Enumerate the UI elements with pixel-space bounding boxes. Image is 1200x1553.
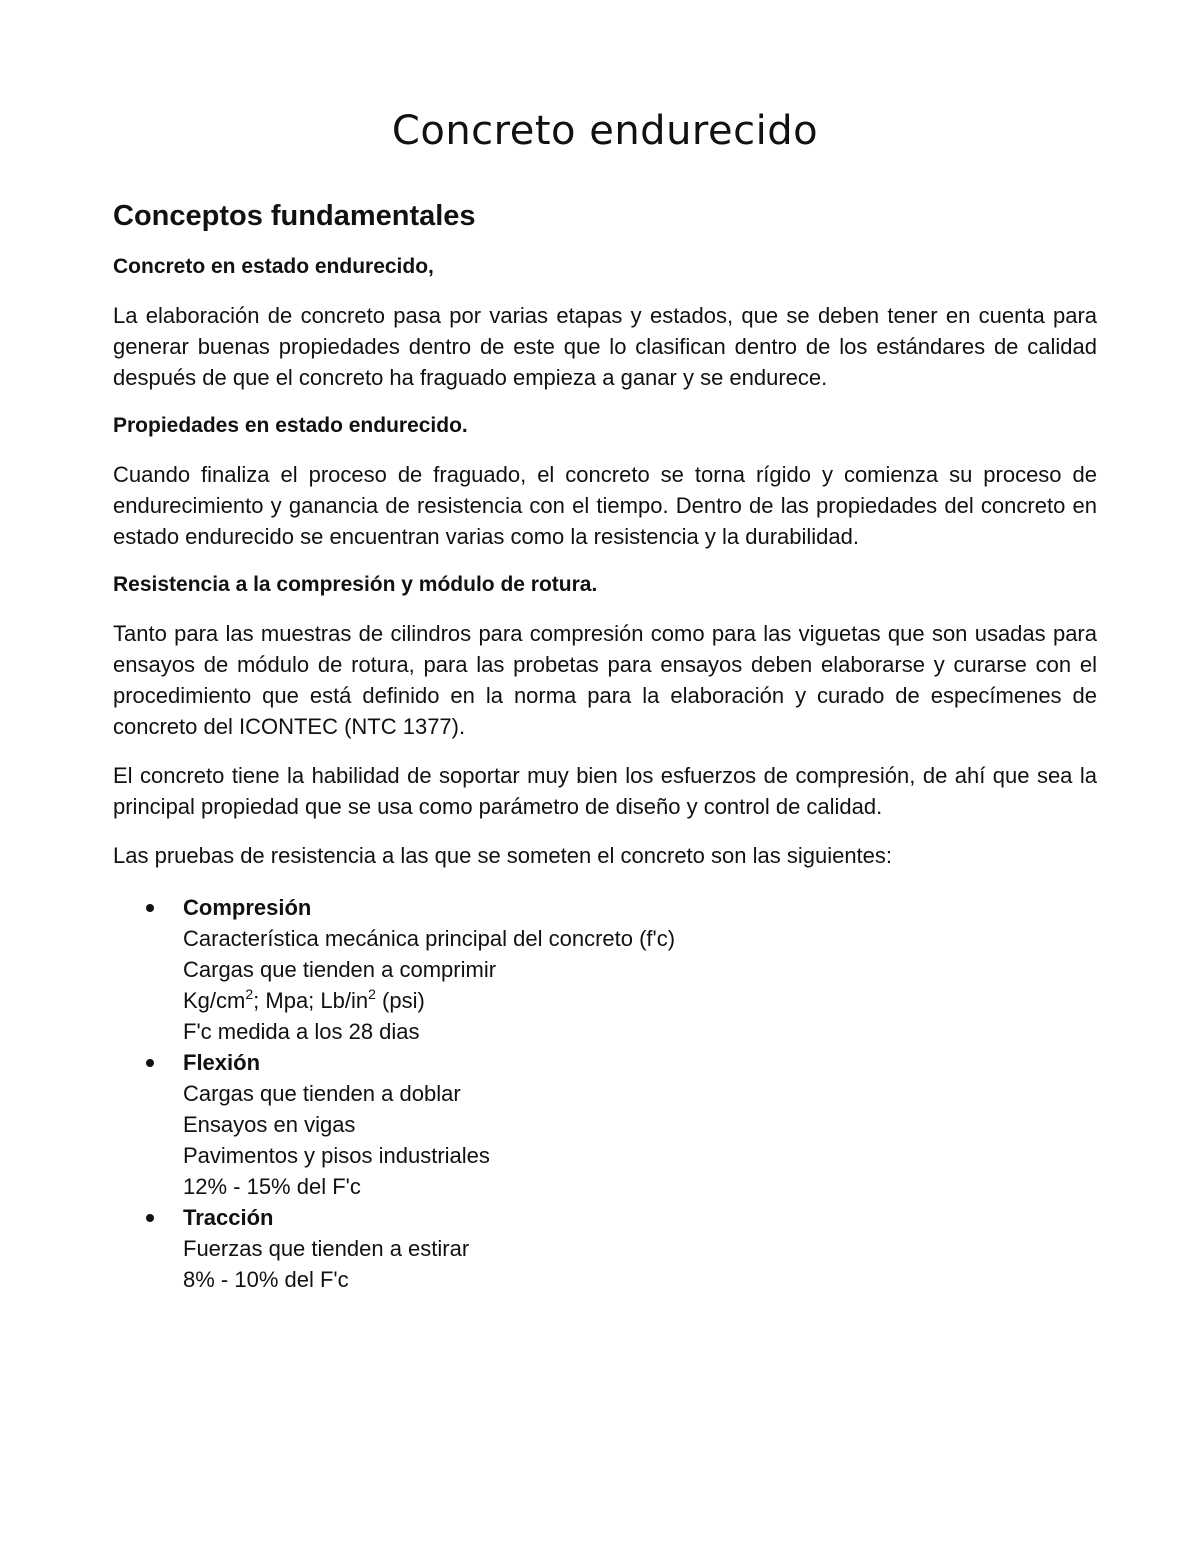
- bullet-icon: [146, 904, 154, 912]
- list-item-line: Característica mecánica principal del concreto (f'c): [183, 926, 676, 951]
- list-item-label: Flexión: [183, 1050, 261, 1075]
- list-item-line: Cargas que tienden a doblar: [183, 1081, 461, 1106]
- units-superscript: 2: [245, 986, 254, 1002]
- section-heading: Conceptos fundamentales: [113, 200, 476, 232]
- list-item-line: Ensayos en vigas: [183, 1112, 356, 1137]
- list-item-line: 8% - 10% del F'c: [183, 1267, 349, 1292]
- list-item-traccion: [113, 1202, 1097, 1295]
- list-item-compresion: [113, 892, 1097, 1047]
- paragraph-pruebas: Las pruebas de resistencia a las que se someten el concreto son las siguientes:: [113, 843, 893, 868]
- list-item-label: Compresión: [183, 895, 312, 920]
- list-item-line: F'c medida a los 28 dias: [183, 1019, 420, 1044]
- units-line: [183, 985, 1097, 1016]
- list-item-line: 12% - 15% del F'c: [183, 1174, 361, 1199]
- document-title: Concreto endurecido: [391, 108, 819, 154]
- paragraph-muestras: Tanto para las muestras de cilindros para compresión como para las viguetas que son usadas para ensayos de módulo de rotura, para las probetas para ensayos deben elaborarse y curarse con el procedimiento que está definido en la norma para la elaboración y curado de especímenes de concreto del ICONTEC (NTC 1377).: [113, 621, 1097, 739]
- units-superscript: 2: [368, 986, 376, 1002]
- list-item-flexion: [113, 1047, 1097, 1202]
- paragraph-compresion: El concreto tiene la habilidad de soportar muy bien los esfuerzos de compresión, de ahí que sea la principal propiedad que se usa como parámetro de diseño y control de calidad.: [113, 763, 1097, 819]
- list-item-line: Fuerzas que tienden a estirar: [183, 1236, 470, 1261]
- list-item-label: Tracción: [183, 1205, 274, 1230]
- bullet-icon: [146, 1059, 154, 1067]
- tests-list: [113, 892, 1097, 1295]
- subheading-propiedades: Propiedades en estado endurecido.: [113, 414, 468, 437]
- paragraph-fraguado: Cuando finaliza el proceso de fraguado, el concreto se torna rígido y comienza su proceso de endurecimiento y ganancia de resistencia con el tiempo. Dentro de las propiedades del concreto en estado endurecido se encuentran varias como la resistencia y la durabilidad.: [113, 462, 1097, 549]
- list-item-line: Cargas que tienden a comprimir: [183, 957, 497, 982]
- units-text: (psi): [375, 988, 425, 1013]
- subheading-resistencia: Resistencia a la compresión y módulo de rotura.: [113, 573, 598, 596]
- paragraph-elaboracion: La elaboración de concreto pasa por varias etapas y estados, que se deben tener en cuenta para generar buenas propiedades dentro de este que lo clasifican dentro de los estándares de calidad después de que el concreto ha fraguado empieza a ganar y se endurece.: [113, 303, 1097, 390]
- bullet-icon: [146, 1214, 154, 1222]
- units-text: ; Mpa; Lb/in: [253, 988, 369, 1013]
- list-item-line: Pavimentos y pisos industriales: [183, 1143, 490, 1168]
- units-text: Kg/cm: [183, 988, 246, 1013]
- subheading-concreto-endurecido: Concreto en estado endurecido,: [113, 255, 434, 278]
